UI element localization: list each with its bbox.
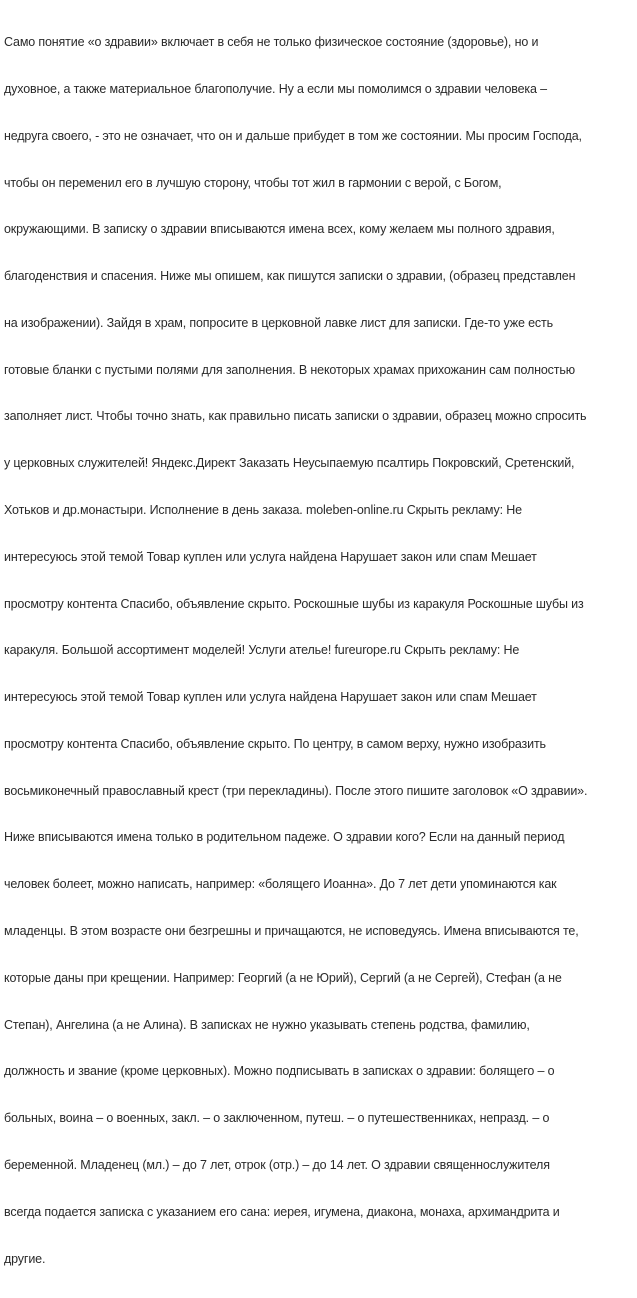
text-line: чтобы он переменил его в лучшую сторону, чтобы тот жил в гармонии с верой, с Богом, xyxy=(4,175,502,190)
text-line: на изображении). Зайдя в храм, попросите в церковной лавке лист для записки. Где-то уже есть xyxy=(4,315,553,330)
text-line: заполняет лист. Чтобы точно знать, как правильно писать записки о здравии, образец можно спросить xyxy=(4,409,587,424)
text-line: Степан), Ангелина (а не Алина). В записках не нужно указывать степень родства, фамилию, xyxy=(4,1017,530,1032)
text-line: окружающими. В записку о здравии вписываются имена всех, кому желаем мы полного здравия, xyxy=(4,222,555,237)
text-line: человек болеет, можно написать, например: «болящего Иоанна». До 7 лет дети упоминаются как xyxy=(4,877,557,892)
text-line: просмотру контента Спасибо, объявление скрыто. По центру, в самом верху, нужно изобразить xyxy=(4,736,546,751)
text-line: духовное, а также материальное благополучие. Ну а если мы помолимся о здравии человека – xyxy=(4,81,547,96)
text-line: у церковных служителей! Яндекс.Директ Заказать Неусыпаемую псалтирь Покровский, Сретенский, xyxy=(4,456,575,471)
text-line: недруга своего, - это не означает, что он и дальше прибудет в том же состоянии. Мы просим Господа, xyxy=(4,128,582,143)
text-line: готовые бланки с пустыми полями для заполнения. В некоторых храмах прихожанин сам полностью xyxy=(4,362,575,377)
text-line: каракуля. Большой ассортимент моделей! Услуги ателье! fureurope.ru Скрыть рекламу: Не xyxy=(4,643,520,658)
text-line: младенцы. В этом возрасте они безгрешны и причащаются, не исповедуясь. Имена вписываются те, xyxy=(4,924,579,939)
text-line: которые даны при крещении. Например: Георгий (а не Юрий), Сергий (а не Сергей), Стефан (а не xyxy=(4,970,562,985)
text-line: просмотру контента Спасибо, объявление скрыто. Роскошные шубы из каракуля Роскошные шубы из xyxy=(4,596,584,611)
text-line: должность и звание (кроме церковных). Можно подписывать в записках о здравии: болящего – о xyxy=(4,1064,555,1079)
text-line: Хотьков и др.монастыри. Исполнение в день заказа. moleben-online.ru Скрыть рекламу: Не xyxy=(4,503,522,517)
text-line: Ниже вписываются имена только в родительном падеже. О здравии кого? Если на данный период xyxy=(4,830,565,845)
text-line: интересуюсь этой темой Товар куплен или услуга найдена Нарушает закон или спам Мешает xyxy=(4,549,537,564)
text-line: интересуюсь этой темой Товар куплен или услуга найдена Нарушает закон или спам Мешает xyxy=(4,690,537,705)
text-line: восьмиконечный православный крест (три перекладины). После этого пишите заголовок «О здравии». xyxy=(4,783,588,798)
text-line: беременной. Младенец (мл.) – до 7 лет, отрок (отр.) – до 14 лет. О здравии священнослужителя xyxy=(4,1157,550,1172)
article-text xyxy=(4,4,637,1298)
text-line: больных, воина – о военных, закл. – о заключенном, путеш. – о путешественниках, непразд. – о xyxy=(4,1111,550,1126)
text-line: Само понятие «о здравии» включает в себя не только физическое состояние (здоровье), но и xyxy=(4,35,539,50)
text-line: благоденствия и спасения. Ниже мы опишем, как пишутся записки о здравии, (образец представлен xyxy=(4,269,576,284)
text-line: другие. xyxy=(4,1251,46,1266)
text-line: всегда подается записка с указанием его сана: иерея, игумена, диакона, монаха, архимандрита и xyxy=(4,1204,560,1219)
